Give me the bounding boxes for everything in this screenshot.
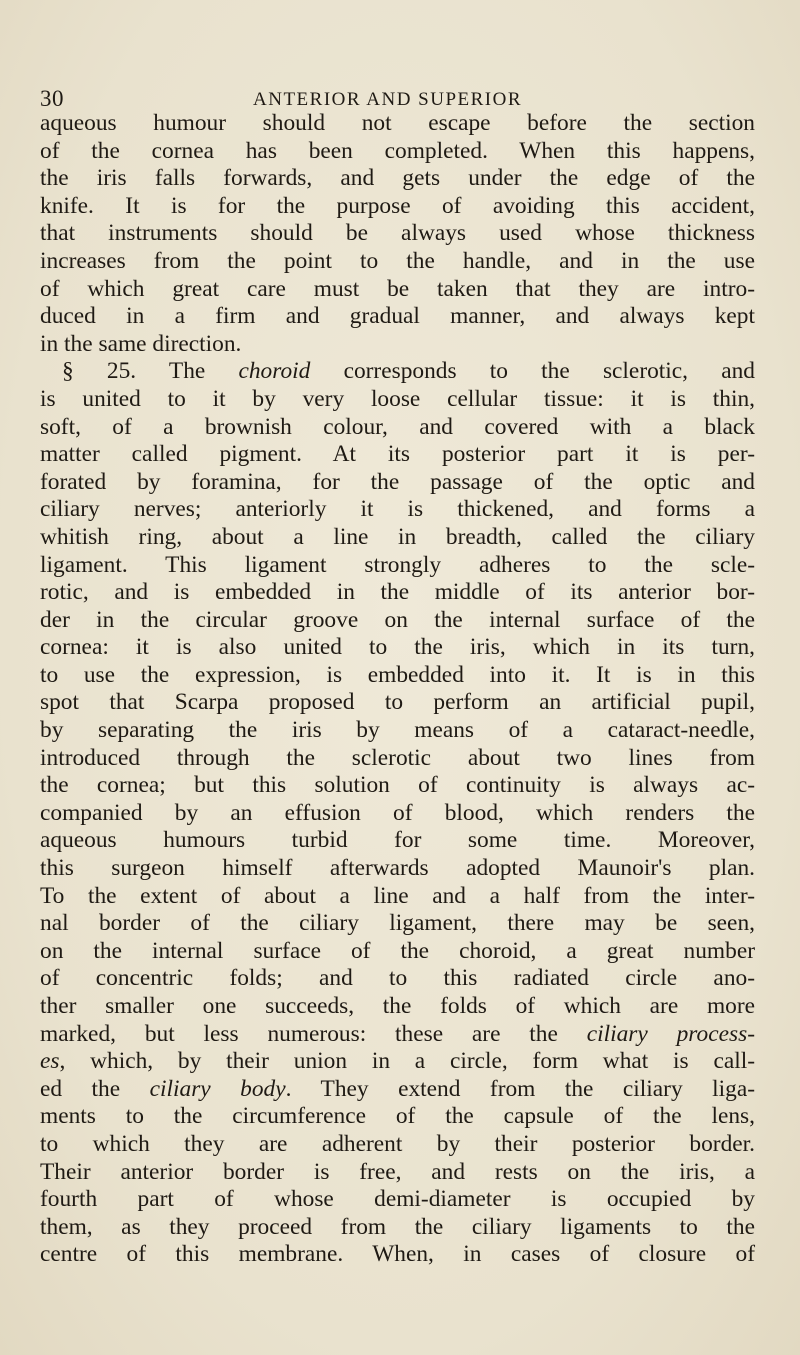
text-line: introduced through the sclerotic about two lines from [40, 744, 755, 771]
text-line: es, which, by their union in a circle, form what is call- [40, 1048, 755, 1075]
text-line: To the extent of about a line and a half from the inter- [40, 882, 755, 909]
text-line: der in the circular groove on the internal surface of the [40, 606, 755, 633]
text-line: ciliary nerves; anteriorly it is thickened, and forms a [40, 496, 755, 523]
text-line: companied by an effusion of blood, which renders the [40, 799, 755, 826]
page-number: 30 [40, 86, 64, 111]
text-line: ments to the circumference of the capsule of the lens, [40, 1103, 755, 1130]
text-line: them, as they proceed from the ciliary ligaments to the [40, 1213, 755, 1240]
running-head: ANTERIOR AND SUPERIOR [253, 89, 523, 110]
italic-term: ciliary process- [586, 1020, 755, 1047]
text-line: of the cornea has been completed. When this happens, [40, 137, 755, 164]
text-line: aqueous humours turbid for some time. Moreover, [40, 827, 755, 854]
text-line: to which they are adherent by their posterior border. [40, 1130, 755, 1157]
text-line: by separating the iris by means of a cataract-needle, [40, 717, 755, 744]
text-line: ligament. This ligament strongly adheres to the scle- [40, 551, 755, 578]
text-line: centre of this membrane. When, in cases of closure of [40, 1241, 755, 1268]
text-line: forated by foramina, for the passage of the optic and [40, 468, 755, 495]
text-line: ther smaller one succeeds, the folds of which are more [40, 993, 755, 1019]
text-line: spot that Scarpa proposed to perform an artificial pupil, [40, 689, 755, 716]
text-line: the iris falls forwards, and gets under the edge of the [40, 165, 755, 192]
text-line: cornea: it is also united to the iris, which in its turn, [40, 634, 755, 661]
italic-term: choroid [238, 358, 311, 385]
text-line: this surgeon himself afterwards adopted Maunoir's plan. [40, 855, 755, 882]
text-line: matter called pigment. At its posterior part it is per- [40, 441, 755, 468]
text-line: in the same direction. [40, 330, 242, 357]
text-line: to use the expression, is embedded into it. It is in this [40, 661, 755, 688]
text-line: marked, but less numerous: these are the ciliary process- [40, 1020, 755, 1047]
text-line: knife. It is for the purpose of avoiding this accident, [40, 192, 755, 219]
text-line: whitish ring, about a line in breadth, called the ciliary [40, 523, 755, 550]
text-line: that instruments should be always used whose thickness [40, 220, 755, 247]
text-line: increases from the point to the handle, and in the use [40, 247, 755, 274]
text-line: is united to it by very loose cellular tissue: it is thin, [40, 385, 755, 412]
text-line: Their anterior border is free, and rests on the iris, a [40, 1158, 755, 1185]
text-line: duced in a firm and gradual manner, and always kept [40, 303, 755, 330]
text-line: fourth part of whose demi-diameter is occupied by [40, 1186, 755, 1213]
text-line: aqueous humour should not escape before the section [40, 110, 755, 136]
text-line: of concentric folds; and to this radiated circle ano- [40, 965, 755, 992]
text-line: of which great care must be taken that they are intro- [40, 275, 755, 302]
text-line: nal border of the ciliary ligament, there may be seen, [40, 910, 755, 937]
italic-term: ciliary body [149, 1075, 286, 1102]
text-line: rotic, and is embedded in the middle of its anterior bor- [40, 579, 755, 606]
text-line: § 25. The choroid corresponds to the sclerotic, and [62, 358, 755, 385]
text-line: the cornea; but this solution of continuity is always ac- [40, 772, 755, 799]
text-line: on the internal surface of the choroid, a great number [40, 937, 755, 964]
text-line: soft, of a brownish colour, and covered with a black [40, 413, 755, 440]
italic-term: es [40, 1048, 60, 1075]
body-text [40, 110, 755, 1269]
text-line: ed the ciliary body. They extend from the ciliary liga- [40, 1075, 756, 1102]
